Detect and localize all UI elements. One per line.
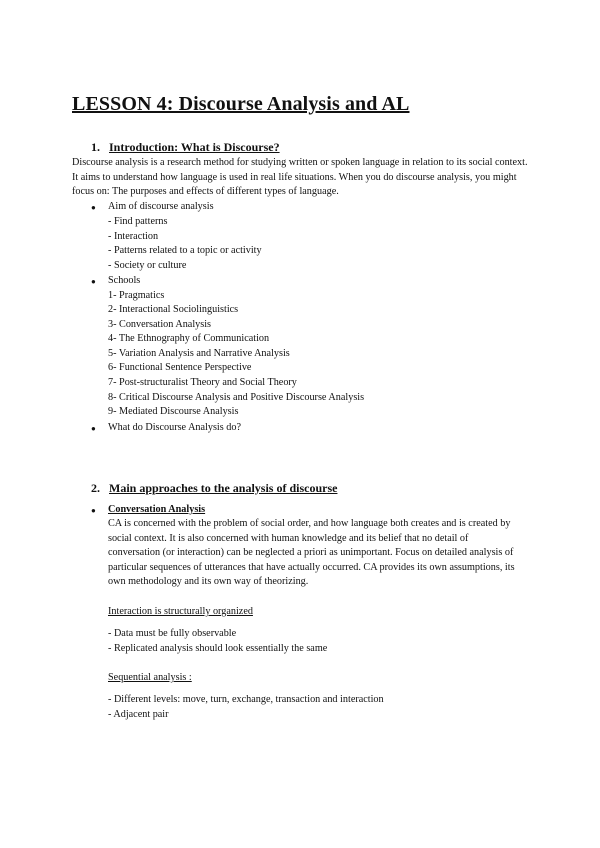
list-item: 3- Conversation Analysis	[108, 319, 211, 330]
list-item: - Different levels: move, turn, exchange, transaction and interaction	[108, 694, 384, 705]
bullet-aim-label: Aim of discourse analysis	[108, 201, 214, 212]
conversation-analysis-label: Conversation Analysis	[108, 504, 206, 515]
list-item: 9- Mediated Discourse Analysis	[108, 406, 239, 417]
section-2-heading-text: Main approaches to the analysis of discourse	[109, 481, 338, 495]
list-item: 8- Critical Discourse Analysis and Positive Discourse Analysis	[108, 392, 365, 403]
list-item: 4- The Ethnography of Communication	[108, 333, 270, 344]
section-2-number: 2.	[91, 481, 100, 495]
list-item: - Society or culture	[108, 260, 187, 271]
page-title: LESSON 4: Discourse Analysis and AL	[72, 93, 410, 115]
list-item: - Patterns related to a topic or activity	[108, 245, 262, 256]
subheading-sequential: Sequential analysis :	[108, 672, 192, 683]
bullet-dot: ●	[91, 506, 96, 515]
list-item: - Data must be fully observable	[108, 628, 237, 639]
section-1-paragraph: Discourse analysis is a research method for studying written or spoken language in relation to its social context. It aims to understand how language is used in real life situations. When you do discourse analysis, you might focus on: The purposes and effects of different types of language.	[72, 157, 528, 198]
section-1-number: 1.	[91, 140, 100, 154]
bullet-dot: ●	[91, 203, 96, 212]
section-2-heading	[91, 481, 337, 496]
list-item: - Find patterns	[108, 216, 168, 227]
list-item: 2- Interactional Sociolinguistics	[108, 304, 239, 315]
list-item: 5- Variation Analysis and Narrative Analysis	[108, 348, 290, 359]
bullet-what-label: What do Discourse Analysis do?	[108, 422, 241, 433]
list-item: - Interaction	[108, 231, 159, 242]
subheading-interaction: Interaction is structurally organized	[108, 606, 253, 617]
list-item: 1- Pragmatics	[108, 290, 165, 301]
section-1-heading	[91, 140, 280, 155]
list-item: 6- Functional Sentence Perspective	[108, 362, 252, 373]
list-item: - Adjacent pair	[108, 709, 169, 720]
bullet-dot: ●	[91, 424, 96, 433]
section-1-heading-text: Introduction: What is Discourse?	[109, 140, 280, 154]
section-2-paragraph: CA is concerned with the problem of social order, and how language both creates and is created by social context. It is also concerned with human knowledge and its belief that no detail of conversation (or interaction) can be neglected a priori as unimportant. Focus on detailed analysis of particular sequences of utterances that have actually occurred. CA provides its own assumptions, its own methodology and its own way of theorizing.	[108, 518, 515, 588]
bullet-dot: ●	[91, 277, 96, 286]
list-item: - Replicated analysis should look essentially the same	[108, 643, 328, 654]
bullet-schools-label: Schools	[108, 275, 141, 286]
list-item: 7- Post-structuralist Theory and Social Theory	[108, 377, 297, 388]
